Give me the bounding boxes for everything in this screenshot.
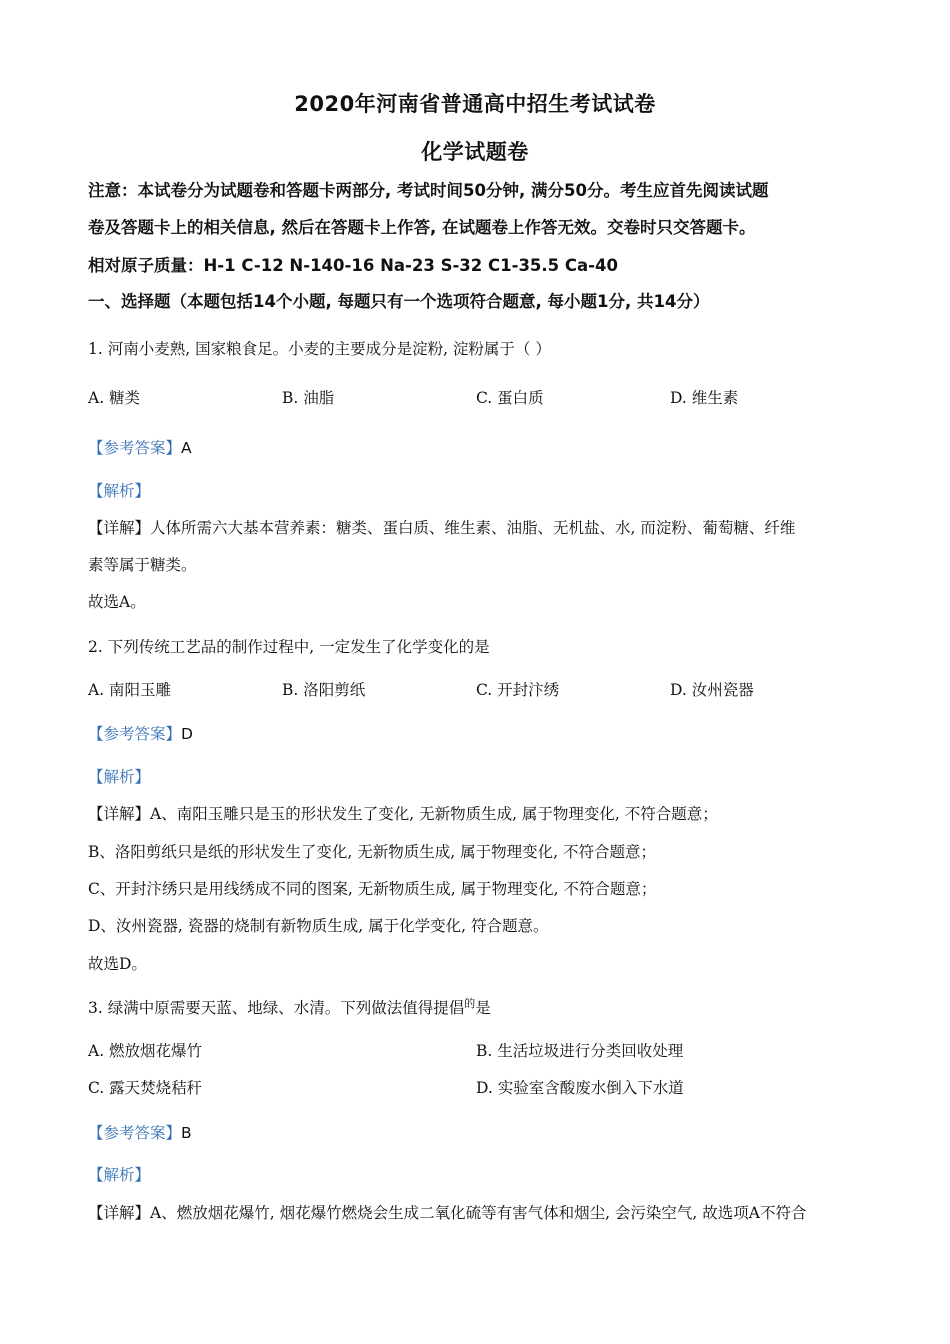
q1-analysis-tag: 【解析】 [88,482,151,500]
atomic-mass: 相对原子质量：H-1 C-12 N-140-16 Na-23 S-32 C1-35.5 Ca-40 [88,256,618,275]
q1-option-a: A. 糖类 [88,389,141,407]
q1-answer-value: A [181,439,192,457]
q2-answer-value: D [181,725,193,743]
q2-option-a: A. 南阳玉雕 [88,681,172,699]
q3-analysis-tag: 【解析】 [88,1166,151,1184]
q1-option-d: D. 维生素 [670,389,739,407]
q2-detail-d: D、汝州瓷器, 瓷器的烧制有新物质生成, 属于化学变化, 符合题意。 [88,917,549,935]
answer-tag: 【参考答案】 [88,725,182,743]
q2-detail-c: C、开封汴绣只是用线绣成不同的图案, 无新物质生成, 属于物理变化, 不符合题意； [88,880,657,898]
q2-stem: 2. 下列传统工艺品的制作过程中, 一定发生了化学变化的是 [88,638,490,656]
q2-detail-b: B、洛阳剪纸只是纸的形状发生了变化, 无新物质生成, 属于物理变化, 不符合题意； [88,843,656,861]
q3-option-a: A. 燃放烟花爆竹 [88,1042,203,1060]
q2-option-d: D. 汝州瓷器 [670,681,754,699]
q2-option-b: B. 洛阳剪纸 [282,681,366,699]
q2-option-c: C. 开封汴绣 [476,681,560,699]
q2-detail-a: 【详解】A、南阳玉雕只是玉的形状发生了变化, 无新物质生成, 属于物理变化, 不符合题意； [88,805,718,823]
notice-line-2: 卷及答题卡上的相关信息, 然后在答题卡上作答, 在试题卷上作答无效。交卷时只交答题卡。 [88,218,756,237]
notice-line-1: 注意：本试卷分为试题卷和答题卡两部分, 考试时间50分钟, 满分50分。考生应首先阅读试题 [88,181,769,200]
exam-title: 2020年河南省普通高中招生考试试卷 [294,92,656,116]
detail-tag: 【详解】 [88,1204,151,1222]
q1-detail-1: 【详解】人体所需六大基本营养素：糖类、蛋白质、维生素、油脂、无机盐、水, 而淀粉、葡萄糖、纤维 [88,519,796,537]
q1-detail-2: 素等属于糖类。 [88,556,197,574]
q3-answer-value: B [181,1124,192,1142]
answer-tag: 【参考答案】 [88,439,182,457]
q2-analysis-tag: 【解析】 [88,768,151,786]
q3-answer [88,1123,868,1143]
q1-conclusion: 故选A。 [88,593,146,611]
q2-conclusion: 故选D。 [88,955,147,973]
detail-tag: 【详解】 [88,805,151,823]
q3-option-b: B. 生活垃圾进行分类回收处理 [476,1042,684,1060]
q3-detail-a: 【详解】A、燃放烟花爆竹, 烟花爆竹燃烧会生成二氧化硫等有害气体和烟尘, 会污染空气, 故选项A不符合 [88,1204,807,1222]
detail-tag: 【详解】 [88,519,151,537]
q1-answer [88,438,868,458]
q3-option-d: D. 实验室含酸废水倒入下水道 [476,1079,684,1097]
answer-tag: 【参考答案】 [88,1124,182,1142]
section-heading: 一、选择题（本题包括14个小题, 每题只有一个选项符合题意, 每小题1分, 共14分） [88,292,710,311]
q1-option-c: C. 蛋白质 [476,389,544,407]
q3-stem: 3. 绿满中原需要天蓝、地绿、水清。下列做法值得提倡$^的$是 [88,997,491,1017]
q1-stem: 1. 河南小麦熟, 国家粮食足。小麦的主要成分是淀粉, 淀粉属于（ ） [88,340,551,358]
q2-answer [88,724,868,744]
exam-subtitle: 化学试题卷 [421,140,529,164]
q3-option-c: C. 露天焚烧秸秆 [88,1079,203,1097]
q1-option-b: B. 油脂 [282,389,335,407]
